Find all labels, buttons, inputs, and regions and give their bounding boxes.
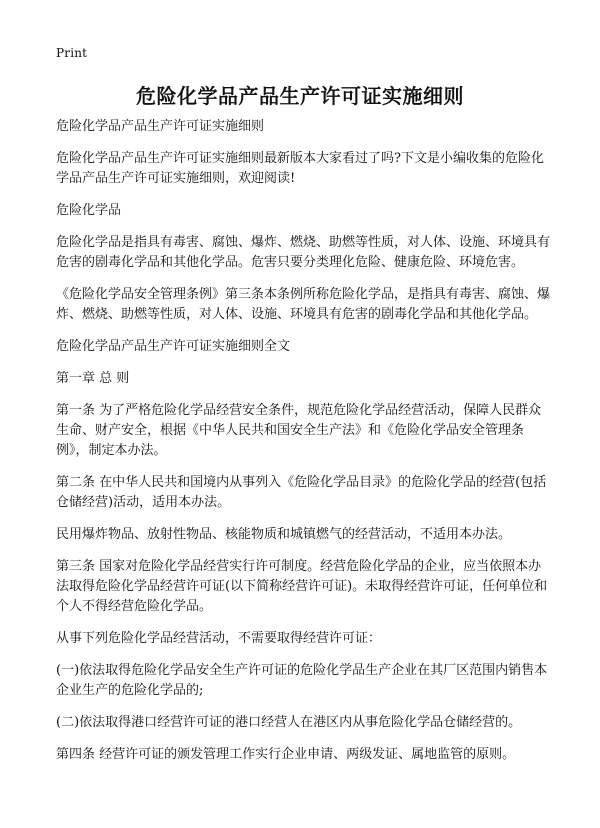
item-two-paragraph: (二)依法取得港口经营许可证的港口经营人在港区内从事危险化学品仓储经营的。: [56, 715, 522, 730]
article-one-paragraph: 第一条 为了严格危险化学品经营安全条件，规范危险化学品经营活动，保障人民群众生命、财产安全，根据《中华人民共和国安全生产法》和《危险化学品安全管理条例》，制定本办法。: [56, 403, 542, 458]
full-text-heading: 危险化学品产品生产许可证实施细则全文: [56, 339, 291, 354]
item-one-paragraph: (一)依法取得危险化学品安全生产许可证的危险化学品生产企业在其厂区范围内销售本企业生产的危险化学品的;: [56, 663, 548, 698]
no-license-needed-paragraph: 从事下列危险化学品经营活动，不需要取得经营许可证：: [56, 631, 382, 646]
chapter-one-heading: 第一章 总 则: [56, 371, 130, 386]
regulation-paragraph: 《危险化学品安全管理条例》第三条本条例所称危险化学品，是指具有毒害、腐蚀、爆炸、燃烧、助燃等性质，对人体、设施、环境具有危害的剧毒化学品和其他化学品。: [56, 287, 551, 322]
exclusion-paragraph: 民用爆炸物品、放射性物品、核能物质和城镇燃气的经营活动，不适用本办法。: [56, 527, 512, 542]
article-four-paragraph: 第四条 经营许可证的颁发管理工作实行企业申请、两级发证、属地监管的原则。: [56, 747, 516, 762]
document-title: 危险化学品产品生产许可证实施细则: [136, 84, 464, 108]
article-three-paragraph: 第三条 国家对危险化学品经营实行许可制度。经营危险化学品的企业，应当依照本办法取得危险化学品经营许可证(以下简称经营许可证)。未取得经营许可证，任何单位和个人不得经营危险化学品。: [56, 559, 548, 614]
print-label: Print: [56, 46, 88, 60]
document-body: [56, 117, 550, 777]
intro-paragraph: 危险化学品产品生产许可证实施细则最新版本大家看过了吗?下文是小编收集的危险化学品产品生产许可证实施细则，欢迎阅读!: [56, 151, 544, 186]
section-heading-hazardous-chemicals: 危险化学品: [56, 203, 122, 218]
subtitle-paragraph: 危险化学品产品生产许可证实施细则: [56, 119, 265, 134]
definition-paragraph: 危险化学品是指具有毒害、腐蚀、爆炸、燃烧、助燃等性质，对人体、设施、环境具有危害的剧毒化学品和其他化学品。危害只要分类理化危险、健康危险、环境危害。: [56, 235, 551, 270]
article-two-paragraph: 第二条 在中华人民共和国境内从事列入《危险化学品目录》的危险化学品的经营(包括仓储经营)活动，适用本办法。: [56, 475, 547, 510]
